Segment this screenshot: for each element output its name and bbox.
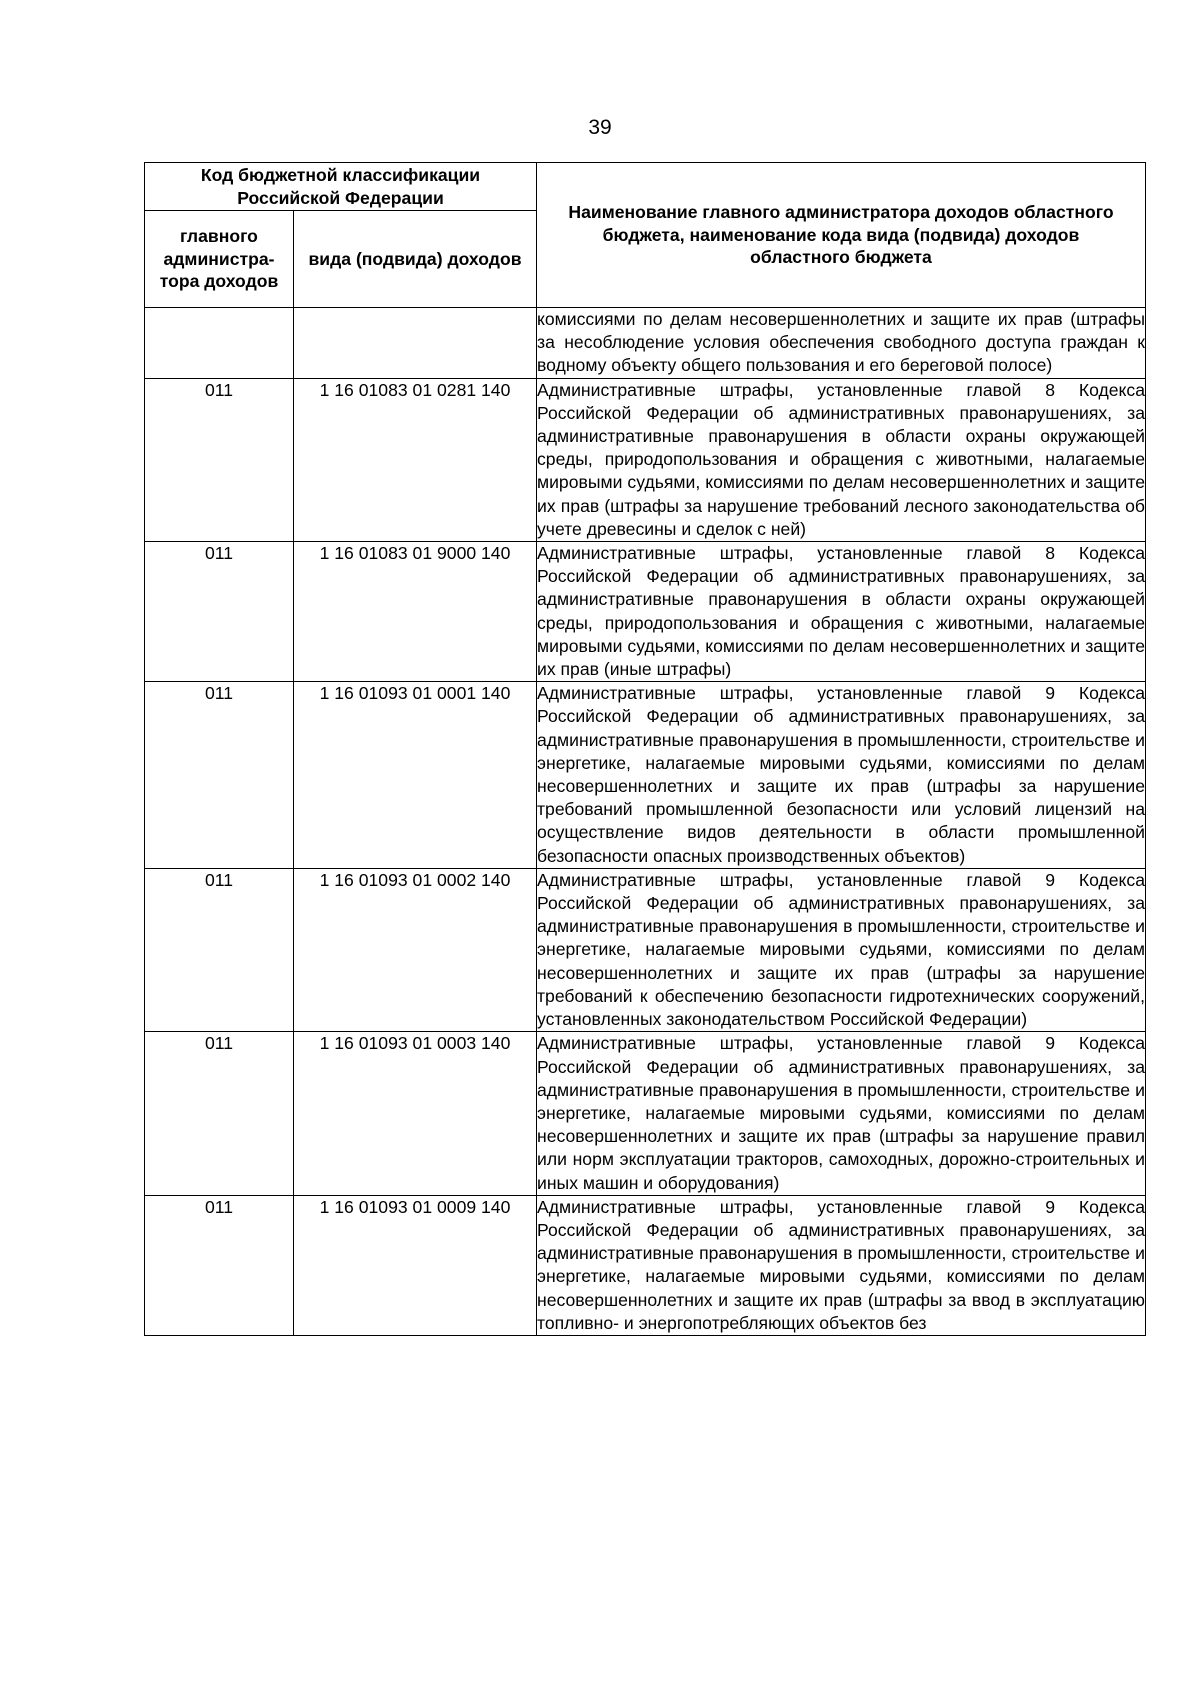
income-code-cell: 1 16 01093 01 0001 140: [294, 682, 537, 869]
income-name-cell: комиссиями по делам несовершеннолетних и защите их прав (штрафы за несоблюдение условия обеспечения свободного доступа граждан к водному объекту общего пользования и его береговой полосе): [537, 308, 1146, 379]
admin-code-cell: 011: [145, 1032, 294, 1195]
page-number: 39: [588, 116, 612, 139]
admin-code-cell: 011: [145, 378, 294, 541]
income-name-cell: Административные штрафы, установленные главой 8 Кодекса Российской Федерации об административных правонарушениях, за административные правонарушения в области охраны окружающей среды, природопользования и обращения с животными, налагаемые мировыми судьями, комиссиями по делам несовершеннолетних и защите их прав (иные штрафы): [537, 542, 1146, 682]
header-name-column: Наименование главного администратора доходов областного бюджета, наименование кода вида (подвида) доходов областного бюджета: [537, 163, 1146, 308]
table-row: [145, 1032, 1146, 1195]
header-admin-column: главного администра-тора доходов: [145, 211, 294, 308]
income-name-cell: Административные штрафы, установленные главой 9 Кодекса Российской Федерации об административных правонарушениях, за административные правонарушения в промышленности, строительстве и энергетике, налагаемые мировыми судьями, комиссиями по делам несовершеннолетних и защите их прав (штрафы за нарушение требований промышленной безопасности или условий лицензий на осуществление видов деятельности в области промышленной безопасности опасных производственных объектов): [537, 682, 1146, 869]
table-row: [145, 868, 1146, 1031]
header-group-title: Код бюджетной классификации Российской Федерации: [145, 163, 537, 211]
income-name-cell: Административные штрафы, установленные главой 9 Кодекса Российской Федерации об административных правонарушениях, за административные правонарушения в промышленности, строительстве и энергетике, налагаемые мировыми судьями, комиссиями по делам несовершеннолетних и защите их прав (штрафы за нарушение требований к обеспечению безопасности гидротехнических сооружений, установленных законодательством Российской Федерации): [537, 868, 1146, 1031]
income-code-cell: 1 16 01093 01 0009 140: [294, 1195, 537, 1335]
admin-code-cell: [145, 308, 294, 379]
income-name-cell: Административные штрафы, установленные главой 8 Кодекса Российской Федерации об административных правонарушениях, за административные правонарушения в области охраны окружающей среды, природопользования и обращения с животными, налагаемые мировыми судьями, комиссиями по делам несовершеннолетних и защите их прав (штрафы за нарушение требований лесного законодательства об учете древесины и сделок с ней): [537, 378, 1146, 541]
table-row: [145, 1195, 1146, 1335]
table-row: [145, 682, 1146, 869]
table-row: [145, 308, 1146, 379]
income-code-cell: 1 16 01083 01 9000 140: [294, 542, 537, 682]
header-code-column: вида (подвида) доходов: [294, 211, 537, 308]
admin-code-cell: 011: [145, 542, 294, 682]
table-row: [145, 378, 1146, 541]
table-row: [145, 542, 1146, 682]
income-code-cell: 1 16 01093 01 0003 140: [294, 1032, 537, 1195]
income-code-cell: [294, 308, 537, 379]
admin-code-cell: 011: [145, 682, 294, 869]
income-name-cell: Административные штрафы, установленные главой 9 Кодекса Российской Федерации об административных правонарушениях, за административные правонарушения в промышленности, строительстве и энергетике, налагаемые мировыми судьями, комиссиями по делам несовершеннолетних и защите их прав (штрафы за ввод в эксплуатацию топливно- и энергопотребляющих объектов без: [537, 1195, 1146, 1335]
budget-classification-table: [144, 162, 1146, 1336]
income-name-cell: Административные штрафы, установленные главой 9 Кодекса Российской Федерации об административных правонарушениях, за административные правонарушения в промышленности, строительстве и энергетике, налагаемые мировыми судьями, комиссиями по делам несовершеннолетних и защите их прав (штрафы за нарушение правил или норм эксплуатации тракторов, самоходных, дорожно-строительных и иных машин и оборудования): [537, 1032, 1146, 1195]
income-code-cell: 1 16 01093 01 0002 140: [294, 868, 537, 1031]
income-code-cell: 1 16 01083 01 0281 140: [294, 378, 537, 541]
admin-code-cell: 011: [145, 868, 294, 1031]
admin-code-cell: 011: [145, 1195, 294, 1335]
